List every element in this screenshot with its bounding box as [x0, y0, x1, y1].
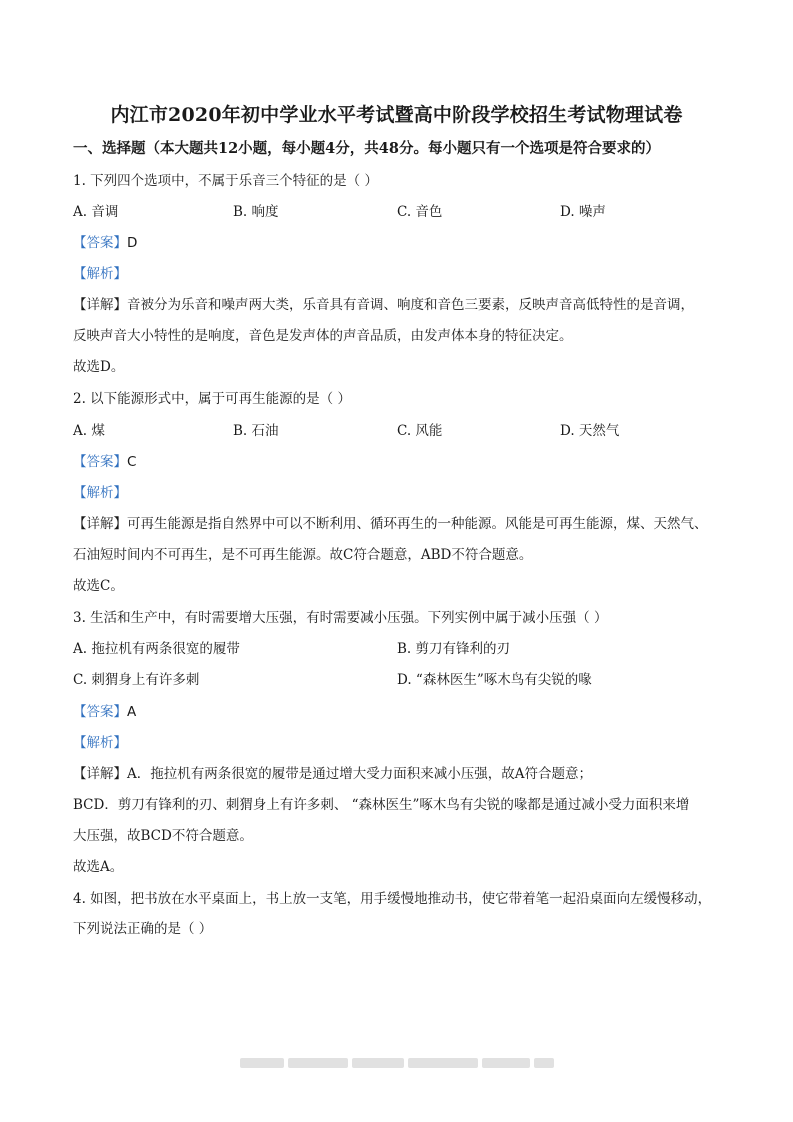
answer-label: 【答案】 [73, 235, 127, 251]
question-2-option-c: C. 风能 [397, 423, 443, 439]
question-4-stem-line-2: 下列说法正确的是（ ） [73, 921, 213, 937]
answer-label: 【答案】 [73, 454, 127, 470]
question-2-answer-row [73, 453, 723, 471]
question-3-option-b: B. 剪刀有锋利的刃 [397, 641, 511, 657]
question-2-answer: C [127, 454, 137, 470]
question-1-option-c: C. 音色 [397, 204, 443, 220]
question-1-answer-row [73, 234, 723, 252]
question-3-stem: 3. 生活和生产中，有时需要增大压强，有时需要减小压强。下列实例中属于减小压强（ ） [73, 610, 608, 626]
question-2-detail-line-2: 石油短时间内不可再生，是不可再生能源。故C符合题意，ABD不符合题意。 [73, 547, 533, 563]
analysis-label: 【解析】 [73, 266, 127, 282]
analysis-label: 【解析】 [73, 735, 127, 751]
question-2-analysis-row [73, 484, 723, 502]
question-3-analysis-row [73, 734, 723, 752]
detail-label: 【详解】 [73, 766, 127, 782]
question-1-answer: D [127, 235, 138, 251]
question-4-stem-line-1: 4. 如图，把书放在水平桌面上，书上放一支笔，用手缓慢地推动书，使它带着笔一起沿桌面向左缓慢移动， [73, 891, 712, 907]
question-1-option-b: B. 响度 [233, 204, 279, 220]
question-2-option-a: A. 煤 [73, 423, 105, 439]
question-1-detail-line-2: 反映声音大小特性的是响度，音色是发声体的声音品质，由发声体本身的特征决定。 [73, 328, 573, 344]
question-2-option-d: D. 天然气 [560, 423, 620, 439]
answer-label: 【答案】 [73, 704, 127, 720]
question-3-detail-line-3: 大压强，故BCD不符合题意。 [73, 828, 253, 844]
question-1-option-a: A. 音调 [73, 204, 119, 220]
question-1-detail-line-1 [73, 296, 723, 314]
question-3-detail-line-1 [73, 765, 723, 783]
question-3-answer: A [127, 704, 137, 720]
question-3-conclusion: 故选A。 [73, 859, 124, 875]
question-1-option-d: D. 噪声 [560, 204, 606, 220]
detail-label: 【详解】 [73, 297, 127, 313]
question-2-option-b: B. 石油 [233, 423, 279, 439]
section-heading: 一、选择题（本大题共12小题，每小题4分，共48分。每小题只有一个选项是符合要求的） [73, 140, 660, 157]
question-2-conclusion: 故选C。 [73, 578, 124, 594]
detail-label: 【详解】 [73, 516, 127, 532]
page-title: 内江市2020年初中学业水平考试暨高中阶段学校招生考试物理试卷 [110, 104, 683, 126]
question-3-detail-text-1: A．拖拉机有两条很宽的履带是通过增大受力面积来减小压强，故A符合题意； [127, 766, 592, 782]
question-3-option-c: C. 刺猬身上有许多刺 [73, 672, 200, 688]
question-2-detail-line-1 [73, 515, 723, 533]
question-3-detail-line-2: BCD．剪刀有锋利的刃、刺猬身上有许多刺、 “森林医生”啄木鸟有尖锐的喙都是通过减小受力面积来增 [73, 797, 690, 813]
question-1-detail-text-1: 音被分为乐音和噪声两大类，乐音具有音调、响度和音色三要素，反映声音高低特性的是音调， [127, 297, 694, 313]
analysis-label: 【解析】 [73, 485, 127, 501]
question-1-conclusion: 故选D。 [73, 359, 125, 375]
question-3-option-a: A. 拖拉机有两条很宽的履带 [73, 641, 240, 657]
blurred-footer-watermark [240, 1055, 555, 1071]
question-3-option-d: D. “森林医生”啄木鸟有尖锐的喙 [397, 672, 592, 688]
question-1-stem: 1. 下列四个选项中，不属于乐音三个特征的是（ ） [73, 173, 378, 189]
question-1-analysis-row [73, 265, 723, 283]
question-2-detail-text-1: 可再生能源是指自然界中可以不断利用、循环再生的一种能源。风能是可再生能源，煤、天然气、 [127, 516, 708, 532]
question-3-answer-row [73, 703, 723, 721]
question-2-stem: 2. 以下能源形式中，属于可再生能源的是（ ） [73, 391, 351, 407]
